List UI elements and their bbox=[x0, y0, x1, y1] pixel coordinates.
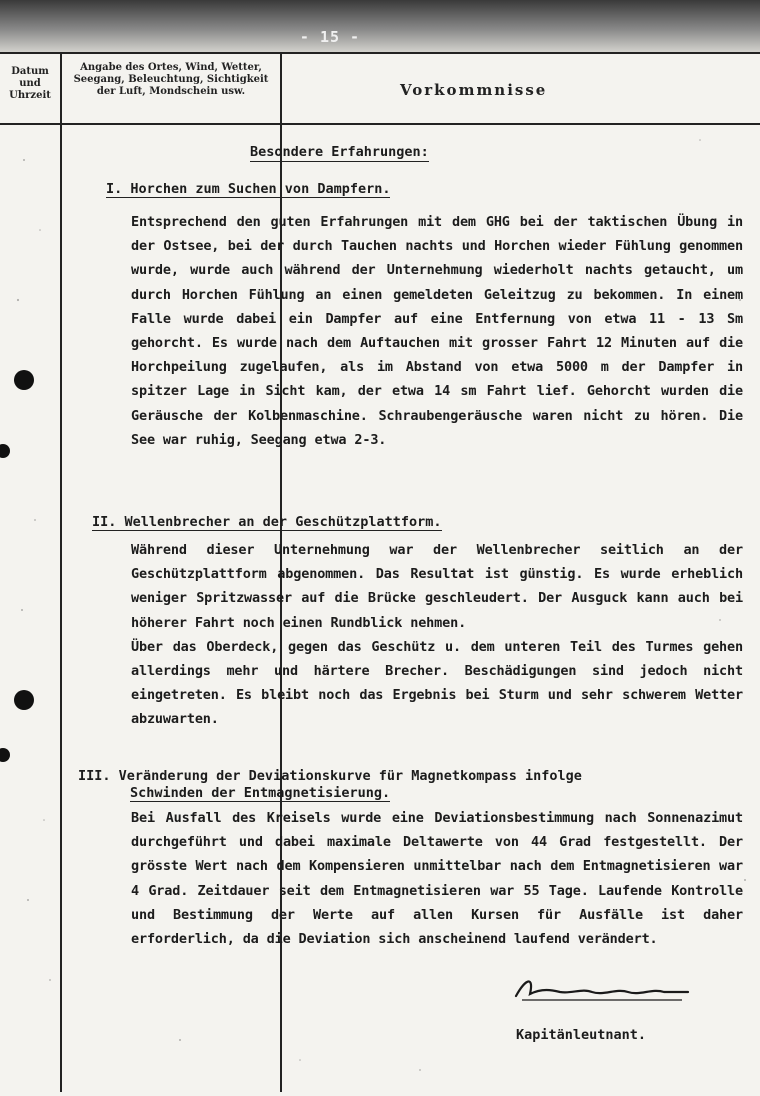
header-events: Vorkommnisse bbox=[400, 81, 548, 99]
column-divider-1 bbox=[60, 52, 62, 1092]
header-location-line: Angabe des Ortes, Wind, Wetter, bbox=[80, 62, 262, 73]
section-1-body bbox=[131, 210, 743, 452]
header-date-line: Datum bbox=[11, 66, 49, 77]
document-title: Besondere Erfahrungen: bbox=[250, 144, 429, 160]
header-location-line: Seegang, Beleuchtung, Sichtigkeit bbox=[73, 74, 269, 85]
table-top-rule bbox=[0, 52, 760, 54]
section-2-paragraph-1: Während dieser Unternehmung war der Wellenbrecher seitlich an der Geschützplattform abgenommen. Das Resultat ist günstig. Es wurde erheblich weniger Spritzwasser auf die Brücke geschleudert. Der Ausguck kann auch bei höherer Fahrt noch einen Rundblick nehmen. bbox=[131, 542, 743, 631]
section-2-body bbox=[131, 538, 743, 732]
header-date-time bbox=[0, 66, 60, 102]
section-3-paragraph: Bei Ausfall des Kreisels wurde eine Deviationsbestimmung nach Sonnenazimut durchgeführt und dabei maximale Deltawerte von 44 Grad festgestellt. Der grösste Wert nach dem Kompensieren unmittelbar nach dem Entmagnetisieren war 4 Grad. Zeitdauer seit dem Entmagnetisieren war 55 Tage. Laufende Kontrolle und Bestimmung der Werte auf allen Kursen für Ausfälle ist daher erforderlich, da die Deviation sich anscheinend laufend verändert. bbox=[131, 810, 743, 948]
scan-shadow-band bbox=[0, 0, 760, 54]
section-3-heading-line-1: III. Veränderung der Deviationskurve für Magnetkompass infolge bbox=[78, 768, 582, 784]
punch-hole bbox=[14, 370, 34, 390]
section-3-body bbox=[131, 806, 743, 951]
section-1-heading bbox=[106, 181, 390, 197]
signature-rank: Kapitänleutnant. bbox=[516, 1027, 647, 1043]
punch-hole bbox=[14, 690, 34, 710]
section-2-heading bbox=[92, 514, 442, 530]
section-1-paragraph: Entsprechend den guten Erfahrungen mit dem GHG bei der taktischen Übung in der Ostsee, bei der durch Tauchen nachts und Horchen wieder Fühlung genommen wurde, wurde auch während der Unternehmung wiederholt nachts getaucht, um durch Horchen Fühlung an einen gemeldeten Geleitzug zu bekommen. In einem Falle wurde dabei ein Dampfer auf eine Entfernung von etwa 11 - 13 Sm gehorcht. Es wurde nach dem Auftauchen mit grosser Fahrt 12 Minuten auf die Horchpeilung zugelaufen, als im Abstand von etwa 5000 m der Dampfer in spitzer Lage in Sicht kam, der etwa 14 sm Fahrt lief. Gehorcht wurden die Geräusche der Kolbenmaschine. Schraubengeräusche waren nicht zu hören. Die See war ruhig, Seegang etwa 2-3. bbox=[131, 214, 743, 448]
section-2-paragraph-2: Über das Oberdeck, gegen das Geschütz u. dem unteren Teil des Turmes gehen allerdings mehr und härtere Brecher. Beschädigungen sind jedoch nicht eingetreten. Es bleibt noch das Ergebnis bei Sturm und sehr schwerem Wetter abzuwarten. bbox=[131, 638, 743, 728]
punch-hole bbox=[0, 748, 10, 762]
header-location-weather bbox=[62, 62, 280, 98]
table-header-rule bbox=[0, 123, 760, 125]
header-date-line: und bbox=[19, 78, 41, 89]
header-location-line: der Luft, Mondschein usw. bbox=[96, 86, 246, 97]
section-3-heading bbox=[78, 768, 582, 802]
handwritten-signature bbox=[512, 970, 692, 1010]
header-date-line: Uhrzeit bbox=[9, 90, 51, 101]
section-3-heading-line-2: Schwinden der Entmagnetisierung. bbox=[130, 785, 391, 801]
page-number: - 15 - bbox=[299, 28, 361, 46]
punch-hole bbox=[0, 444, 10, 458]
section-1-heading-text: I. Horchen zum Suchen von Dampfern. bbox=[106, 181, 391, 197]
section-2-heading-text: II. Wellenbrecher an der Geschützplattform. bbox=[92, 514, 442, 530]
